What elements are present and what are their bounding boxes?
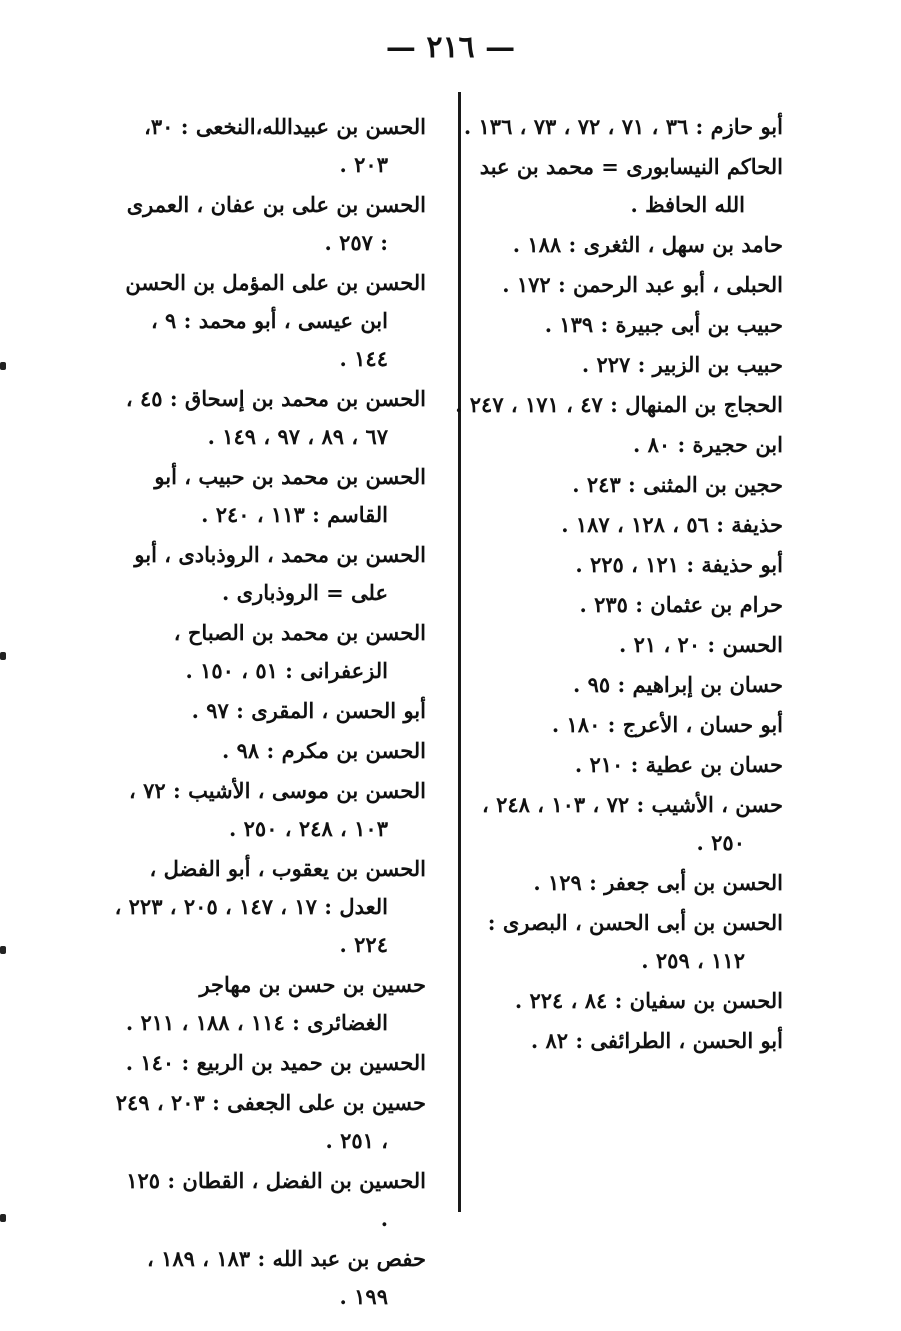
index-entry: حجين بن المثنى : ٢٤٣ .: [572, 472, 783, 497]
index-entry: الحسن بن سفيان : ٨٤ ، ٢٢٤ .: [514, 988, 783, 1013]
index-entry: الحسن بن عبيدالله،النخعى : ٣٠، ٢٠٣ .: [144, 114, 426, 177]
index-entry: الحسن بن محمد بن حبيب ، أبو القاسم : ١١٣ ، ٢٤٠ .: [154, 464, 426, 527]
index-entry: الحسن بن أبى الحسن ، البصرى : ١١٢ ، ٢٥٩ .: [487, 910, 783, 973]
index-entry: الحسين بن الفضل ، القطان : ١٢٥ .: [126, 1168, 426, 1231]
index-entry: ابن حجيرة : ٨٠ .: [632, 432, 783, 457]
index-entry: حسين بن على الجعفى : ٢٠٣ ، ٢٤٩ ، ٢٥١ .: [115, 1090, 426, 1153]
index-entry: أبو الحسن ، الطرائفى : ٨٢ .: [530, 1028, 783, 1053]
scan-mark: [0, 652, 6, 660]
index-entry: الحاكم النيسابورى = محمد بن عبد الله الحافظ .: [479, 154, 783, 217]
index-entry: الحسن بن محمد بن الصباح ، الزعفرانى : ٥١ ، ١٥٠ .: [173, 620, 426, 683]
index-entry: الحجاج بن المنهال : ٤٧ ، ١٧١ ، ٢٤٧ .: [455, 392, 783, 417]
index-entry: الحسن بن على بن عفان ، العمرى : ٢٥٧ .: [126, 192, 426, 255]
index-entry: الحسن بن يعقوب ، أبو الفضل ، العدل : ١٧ ، ١٤٧ ، ٢٠٥ ، ٢٢٣ ، ٢٢٤ .: [114, 856, 426, 957]
index-entry: حذيفة : ٥٦ ، ١٢٨ ، ١٨٧ .: [561, 512, 783, 537]
index-entry: الحسن بن أبى جعفر : ١٢٩ .: [533, 870, 783, 895]
index-entry: الحسن بن مكرم : ٩٨ .: [222, 738, 426, 763]
index-entry: أبو الحسن ، المقرى : ٩٧ .: [191, 698, 426, 723]
scan-mark: [0, 946, 6, 954]
index-entry: حبيب بن الزبير : ٢٢٧ .: [581, 352, 783, 377]
index-entry: الحسن بن محمد ، الروذبادى ، أبو على = الروذبارى .: [134, 542, 426, 605]
index-entry: أبو حسان ، الأعرج : ١٨٠ .: [551, 712, 783, 737]
index-entry: حسان بن عطية : ٢١٠ .: [574, 752, 783, 777]
index-entry: الحسن بن موسى ، الأشيب : ٧٢ ، ١٠٣ ، ٢٤٨ ، ٢٥٠ .: [129, 778, 426, 841]
index-entry: الحبلى ، أبو عبد الرحمن : ١٧٢ .: [502, 272, 783, 297]
scan-mark: [0, 362, 6, 370]
index-entry: أبو حازم : ٣٦ ، ٧١ ، ٧٢ ، ٧٣ ، ١٣٦ .: [463, 114, 783, 139]
index-entry: حامد بن سهل ، الثغرى : ١٨٨ .: [512, 232, 783, 257]
index-entry: حسن ، الأشيب : ٧٢ ، ١٠٣ ، ٢٤٨ ، ٢٥٠ .: [482, 792, 783, 855]
index-entry: الحسين بن حميد بن الربيع : ١٤٠ .: [125, 1050, 426, 1075]
index-entry: حسين بن حسن بن مهاجر الغضائرى : ١١٤ ، ١٨٨ ، ٢١١ .: [125, 972, 426, 1035]
index-entry: حبيب بن أبى جبيرة : ١٣٩ .: [544, 312, 783, 337]
index-entry: الحسن بن على المؤمل بن الحسن ابن عيسى ، أبو محمد : ٩ ، ١٤٤ .: [125, 270, 426, 371]
index-entry: حرام بن عثمان : ٢٣٥ .: [579, 592, 783, 617]
index-entry: حفص بن عبد الله : ١٨٣ ، ١٨٩ ، ١٩٩ .: [147, 1246, 426, 1309]
index-entry: أبو حذيفة : ١٢١ ، ٢٢٥ .: [575, 552, 783, 577]
scan-mark: [0, 1214, 6, 1222]
index-entry: الحسن بن محمد بن إسحاق : ٤٥ ، ٦٧ ، ٨٩ ، ٩٧ ، ١٤٩ .: [125, 386, 426, 449]
page-number: — ٢١٦ —: [385, 30, 516, 65]
index-column-right: [453, 108, 783, 1062]
index-entry: الحسن : ٢٠ ، ٢١ .: [618, 632, 783, 657]
index-column-left: [114, 108, 426, 1318]
index-entry: حسان بن إبراهيم : ٩٥ .: [572, 672, 783, 697]
